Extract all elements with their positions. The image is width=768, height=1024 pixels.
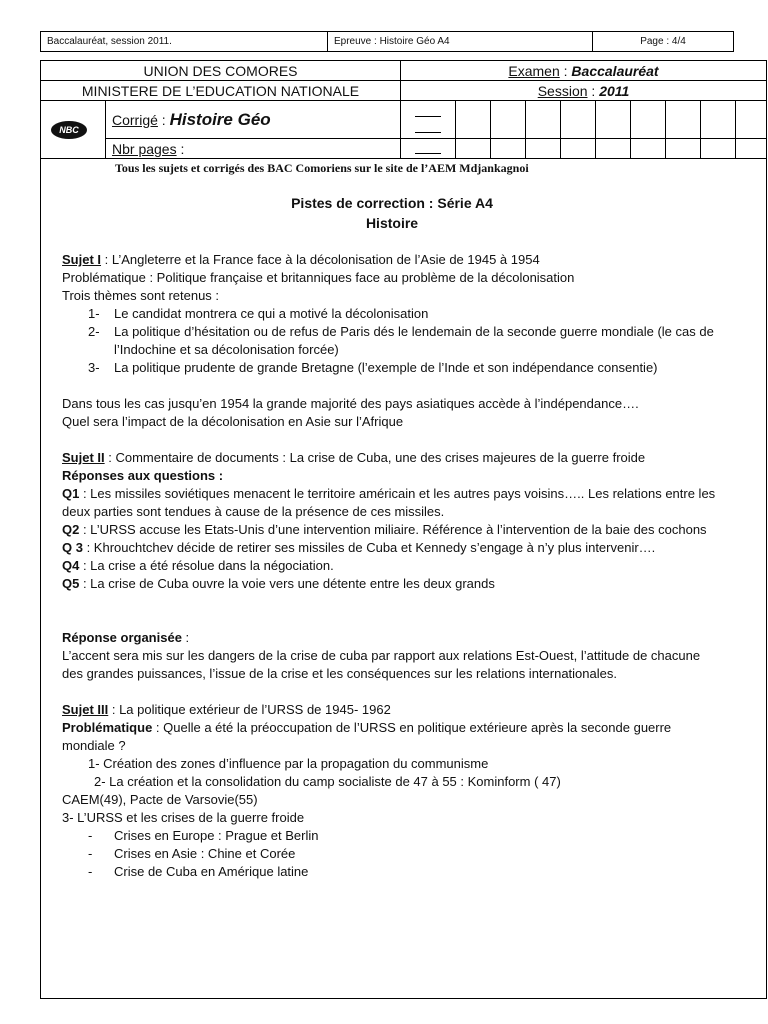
list-item: - Crise de Cuba en Amérique latine bbox=[88, 864, 309, 879]
list-item: - Crises en Asie : Chine et Corée bbox=[88, 846, 296, 861]
page-cell: Page : 4/4 bbox=[593, 32, 734, 52]
nbr-pages-cell: Nbr pages : bbox=[106, 139, 401, 159]
examen-value: Baccalauréat bbox=[571, 62, 659, 79]
site-notice: Tous les sujets et corrigés des BAC Comoriens sur le site de l’AEM Mdjankagnoi bbox=[115, 161, 529, 175]
q2-answer: Q2 : L’URSS accuse les Etats-Unis d’une intervention miliaire. Référence à l’intervention de la baie des cochons bbox=[62, 522, 707, 537]
q5-answer: Q5 : La crise de Cuba ouvre la voie vers une détente entre les deux grands bbox=[62, 576, 495, 591]
grid-cell bbox=[666, 101, 701, 139]
list-item: 2- La politique d’hésitation ou de refus de Paris dés le lendemain de la seconde guerre mondiale (le cas de l’Indochine et sa décolonisation forcée) bbox=[88, 324, 714, 357]
corrige-value: Histoire Géo bbox=[169, 109, 271, 129]
list-item: 1- Création des zones d’influence par la propagation du communisme bbox=[88, 756, 489, 771]
sujet3-heading: Sujet III : La politique extérieur de l’URSS de 1945- 1962 bbox=[62, 702, 391, 717]
grid-cell bbox=[561, 101, 596, 139]
epreuve-cell: Epreuve : Histoire Géo A4 bbox=[328, 32, 593, 52]
grid-cell-blank bbox=[401, 101, 456, 139]
grid-cell bbox=[701, 139, 736, 159]
session-header-cell: Session : 2011 bbox=[401, 81, 767, 101]
grid-cell bbox=[596, 139, 631, 159]
q4-answer: Q4 : La crise a été résolue dans la négociation. bbox=[62, 558, 334, 573]
grid-cell bbox=[456, 139, 491, 159]
section-title-histoire: Histoire bbox=[365, 215, 419, 231]
logo-cell bbox=[41, 101, 106, 159]
corrige-cell: Corrigé : Histoire Géo bbox=[106, 101, 401, 139]
sujet2-heading: Sujet II : Commentaire de documents : La crise de Cuba, une des crises majeures de la guerre froide bbox=[62, 450, 646, 465]
exam-header bbox=[40, 60, 767, 159]
list-item: 3- L’URSS et les crises de la guerre froide bbox=[62, 810, 305, 825]
grid-cell bbox=[561, 139, 596, 159]
grid-cell bbox=[456, 101, 491, 139]
sujet2-reponses-heading: Réponses aux questions : bbox=[62, 468, 224, 483]
sujet3-problematique: Problématique : Quelle a été la préoccupation de l’URSS en politique extérieure après la seconde guerre mondiale ? bbox=[62, 720, 672, 753]
grid-cell bbox=[631, 139, 666, 159]
aem-logo: NBC bbox=[51, 121, 87, 139]
list-item: CAEM(49), Pacte de Varsovie(55) bbox=[62, 792, 258, 807]
grid-cell bbox=[491, 101, 526, 139]
ministere-cell: MINISTERE DE L’EDUCATION NATIONALE bbox=[41, 81, 401, 101]
grid-cell bbox=[596, 101, 631, 139]
union-cell: UNION DES COMORES bbox=[41, 61, 401, 81]
sujet1-question: Quel sera l’impact de la décolonisation en Asie sur l’Afrique bbox=[62, 414, 404, 429]
grid-cell bbox=[736, 101, 767, 139]
list-item: 3- La politique prudente de grande Bretagne (l’exemple de l’Inde et son indépendance consentie) bbox=[88, 360, 658, 375]
sujet1-heading: Sujet I : L’Angleterre et la France face à la décolonisation de l’Asie de 1945 à 1954 bbox=[62, 252, 540, 267]
session-value: 2011 bbox=[599, 82, 630, 99]
session-cell: Baccalauréat, session 2011. bbox=[41, 32, 328, 52]
list-item: 2- La création et la consolidation du camp socialiste de 47 à 55 : Kominform ( 47) bbox=[94, 774, 561, 789]
correction-content bbox=[62, 193, 722, 881]
sujet1-problematique: Problématique : Politique française et britanniques face au problème de la décolonisation bbox=[62, 270, 575, 285]
list-item: 1- Le candidat montrera ce qui a motivé la décolonisation bbox=[88, 306, 429, 321]
grid-cell-blank bbox=[401, 139, 456, 159]
grid-cell bbox=[666, 139, 701, 159]
q1-answer: Q1 : Les missiles soviétiques menacent le territoire américain et les autres pays voisins….. Les relations entre les deux parties sont tendues à cause de la présence de ces missiles. bbox=[62, 486, 716, 519]
examen-cell: Examen : Baccalauréat bbox=[401, 61, 767, 81]
grid-cell bbox=[631, 101, 666, 139]
grid-cell bbox=[526, 139, 561, 159]
sujet1-themes-intro: Trois thèmes sont retenus : bbox=[62, 288, 220, 303]
correction-title: Pistes de correction : Série A4 bbox=[291, 195, 493, 211]
sujet1-conclusion: Dans tous les cas jusqu’en 1954 la grande majorité des pays asiatiques accède à l’indépendance…. bbox=[62, 396, 639, 411]
reponse-organisee-heading: Réponse organisée : bbox=[62, 630, 190, 645]
grid-cell bbox=[736, 139, 767, 159]
grid-cell bbox=[491, 139, 526, 159]
reponse-organisee-text: L’accent sera mis sur les dangers de la crise de cuba par rapport aux relations Est-Ouest, l’attitude de chacune des grandes puissances, l’issue de la crise et les conséquences sur les relations internationales. bbox=[62, 648, 701, 681]
examen-label: Examen bbox=[508, 62, 560, 79]
nbr-pages-label: Nbr pages bbox=[112, 140, 177, 157]
grid-cell bbox=[526, 101, 561, 139]
top-info-bar bbox=[40, 31, 734, 52]
corrige-label: Corrigé bbox=[112, 111, 158, 128]
q3-answer: Q 3 : Khrouchtchev décide de retirer ses missiles de Cuba et Kennedy s’engage à n’y plus intervenir…. bbox=[62, 540, 656, 555]
session-label: Session bbox=[537, 82, 588, 99]
grid-cell bbox=[701, 101, 736, 139]
list-item: - Crises en Europe : Prague et Berlin bbox=[88, 828, 319, 843]
